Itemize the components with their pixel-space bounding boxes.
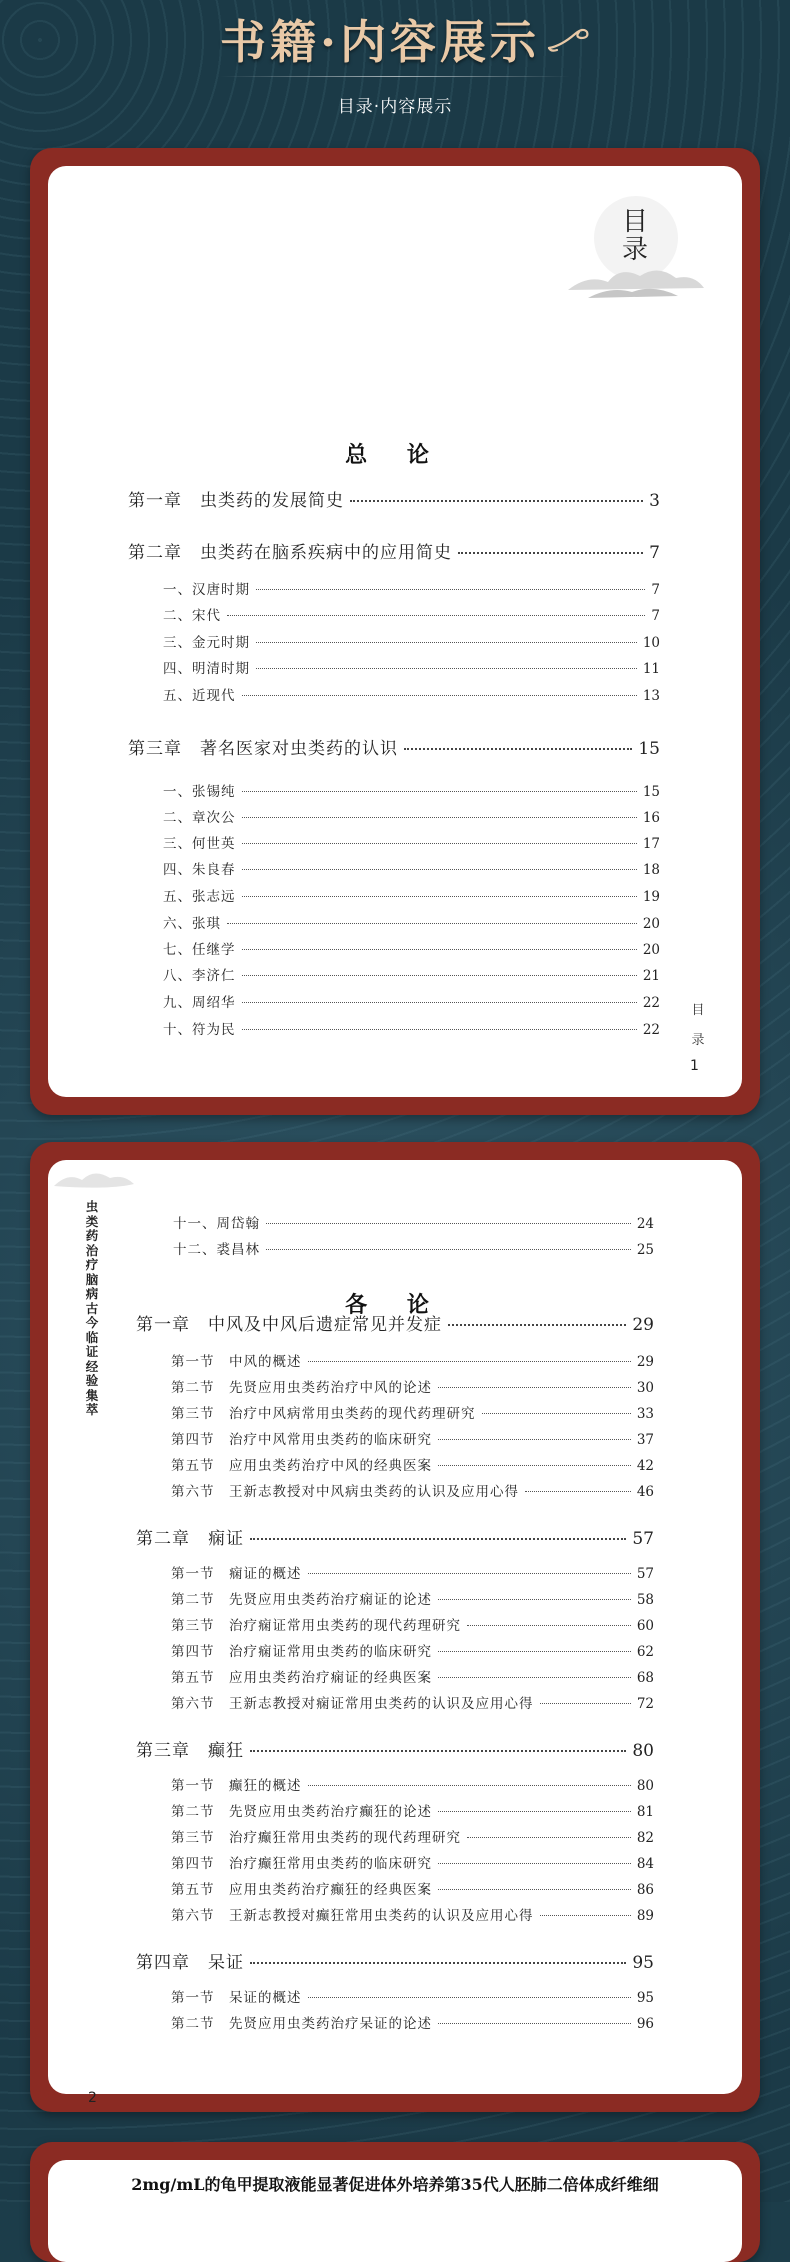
dot-leader [227,615,645,616]
toc-section-row [171,1878,654,1898]
toc-page-number: 17 [642,836,660,852]
toc-badge-label: 目录 [621,207,648,265]
dot-leader [242,791,637,792]
toc-section-row [171,1666,654,1686]
toc-entry-title: 七、任继学 [163,942,236,958]
toc-entry-title: 第三节 治疗癫狂常用虫类药的现代药理研究 [171,1830,461,1846]
toc-section-row [171,2012,654,2032]
dot-leader [256,668,637,669]
toc-entry-title: 第五节 应用虫类药治疗中风的经典医案 [171,1458,432,1474]
toc-section-row [163,578,660,598]
toc-section-row [171,1986,654,2006]
toc-section-row [171,1562,654,1582]
toc-entry-title: 第三节 治疗痫证常用虫类药的现代药理研究 [171,1618,461,1634]
toc-chapter-row [136,1524,654,1549]
dot-leader [540,1703,631,1704]
dot-leader [256,642,637,643]
toc-page-number: 33 [636,1406,654,1422]
dot-leader [448,1324,626,1326]
toc-page-number: 68 [636,1670,654,1686]
dot-leader [308,1785,631,1786]
book-page-3 [48,2160,742,2262]
toc-page-number: 20 [642,916,660,932]
book-page-1 [48,166,742,1097]
toc-section-row [163,684,660,704]
toc-page-number: 16 [642,810,660,826]
toc-entry-title: 三、金元时期 [163,635,250,651]
dot-leader [438,1465,631,1466]
toc-entry-title: 十、符为民 [163,1022,236,1038]
toc-section-row [171,1904,654,1924]
toc-entry-title: 五、近现代 [163,688,236,704]
toc-chapter-row [136,1948,654,1973]
toc-entry-title: 三、何世英 [163,836,236,852]
toc-page-number: 82 [636,1830,654,1846]
toc-chapter-row [136,1736,654,1761]
dot-leader [525,1491,631,1492]
page-title: 书籍·内容展示 [219,15,540,69]
toc-entry-title: 第六节 王新志教授对痫证常用虫类药的认识及应用心得 [171,1696,534,1712]
toc-entry-title: 第五节 应用虫类药治疗癫狂的经典医案 [171,1882,432,1898]
toc-entry-title: 第二节 先贤应用虫类药治疗中风的论述 [171,1380,432,1396]
toc-page-number: 80 [632,1741,654,1761]
toc-section-row [171,1640,654,1660]
toc-section-row [163,780,660,800]
toc-page-number: 15 [638,739,660,759]
toc-page-number: 37 [636,1432,654,1448]
toc-entry-title: 二、章次公 [163,810,236,826]
dot-leader [438,1651,631,1652]
page-number: 1 [690,1058,699,1074]
toc-entry-title: 第二节 先贤应用虫类药治疗痫证的论述 [171,1592,432,1608]
toc-section-row [171,1428,654,1448]
dot-leader [458,552,643,554]
toc-entry-title: 第四节 治疗癫狂常用虫类药的临床研究 [171,1856,432,1872]
toc-section-row [171,1480,654,1500]
toc-entry-title: 第一节 中风的概述 [171,1354,302,1370]
book-page-frame-2 [30,1142,760,2112]
toc-page-number: 7 [649,543,660,563]
dot-leader [242,1002,637,1003]
toc-entry-title: 第二章 虫类药在脑系疾病中的应用简史 [128,543,452,563]
toc-chapter-row [128,486,660,511]
scroll-ornament-icon [545,24,591,54]
toc-entry-title: 四、明清时期 [163,661,250,677]
toc-page-number: 84 [636,1856,654,1872]
toc-page-number: 18 [642,862,660,878]
toc-page-number: 42 [636,1458,654,1474]
book-title-vertical: 虫类药治疗脑病古今临证经验集萃 [85,1199,99,1417]
dot-leader [308,1361,631,1362]
toc-page-number: 89 [636,1908,654,1924]
toc-page-number: 86 [636,1882,654,1898]
header [0,0,790,140]
section-heading-specific: 各 论 [345,1292,445,1318]
toc-chapter-row [136,1310,654,1335]
toc-entry-title: 第三章 癫狂 [136,1741,244,1761]
toc-chapter-row [128,538,660,563]
section-heading-general: 总 论 [345,442,445,468]
toc-section-row [171,1774,654,1794]
toc-entry-title: 第二节 先贤应用虫类药治疗呆证的论述 [171,2016,432,2032]
toc-entry-title: 第四节 治疗痫证常用虫类药的临床研究 [171,1644,432,1660]
toc-entry-title: 第三节 治疗中风病常用虫类药的现代药理研究 [171,1406,476,1422]
book-page-2 [48,1160,742,2106]
toc-entry-title: 六、张琪 [163,916,221,932]
title-divider [220,76,570,77]
dot-leader [242,817,637,818]
toc-page-number: 3 [649,491,660,511]
toc-entry-title: 二、宋代 [163,608,221,624]
toc-page-number: 7 [651,608,660,624]
toc-page-number: 81 [636,1804,654,1820]
toc-page-number: 95 [632,1953,654,1973]
page-subtitle: 目录·内容展示 [337,97,453,117]
dot-leader [256,589,645,590]
toc-section-row [163,938,660,958]
toc-section-row [173,1212,654,1232]
toc-entry-title: 第五节 应用虫类药治疗痫证的经典医案 [171,1670,432,1686]
toc-page-number: 24 [636,1216,654,1232]
toc-entry-title: 一、张锡纯 [163,784,236,800]
toc-entry-title: 第一节 呆证的概述 [171,1990,302,2006]
toc-section-row [171,1350,654,1370]
dot-leader [227,923,637,924]
dot-leader [242,843,637,844]
toc-page-number: 20 [642,942,660,958]
toc-entry-title: 第一节 癫狂的概述 [171,1778,302,1794]
toc-section-row [171,1454,654,1474]
dot-leader [438,1811,631,1812]
dot-leader [540,1915,631,1916]
toc-section-row [163,806,660,826]
toc-page-number: 11 [642,661,660,677]
dot-leader [467,1837,631,1838]
toc-page-number: 10 [642,635,660,651]
side-mark: 目录 [691,1003,705,1048]
toc-page-number: 57 [632,1529,654,1549]
dot-leader [308,1573,631,1574]
body-text: 2mg/mL的龟甲提取液能显著促进体外培养第35代人胚肺二倍体成纤维细 [131,2175,659,2194]
dot-leader [438,1599,631,1600]
toc-page-number: 80 [636,1778,654,1794]
toc-page-number: 7 [651,582,660,598]
toc-section-row [171,1852,654,1872]
dot-leader [242,1029,637,1030]
toc-section-row [163,832,660,852]
toc-entry-title: 第六节 王新志教授对中风病虫类药的认识及应用心得 [171,1484,519,1500]
toc-entry-title: 十二、裘昌林 [173,1242,260,1258]
toc-section-row [163,1018,660,1038]
toc-page-number: 21 [642,968,660,984]
dot-leader [438,1439,631,1440]
toc-entry-title: 四、朱良春 [163,862,236,878]
dot-leader [482,1413,631,1414]
toc-page-number: 15 [642,784,660,800]
toc-section-row [163,631,660,651]
toc-section-row [163,991,660,1011]
toc-entry-title: 第二章 痫证 [136,1529,244,1549]
toc-page-number: 22 [642,995,660,1011]
toc-section-row [171,1376,654,1396]
page-number: 2 [88,2090,97,2106]
toc-page-number: 46 [636,1484,654,1500]
toc-section-row [173,1238,654,1258]
dot-leader [242,975,637,976]
toc-page-number: 95 [636,1990,654,2006]
dot-leader [438,1863,631,1864]
toc-page-number: 13 [642,688,660,704]
toc-section-row [171,1800,654,1820]
toc-section-row [163,858,660,878]
toc-entry-title: 第一章 虫类药的发展简史 [128,491,344,511]
toc-page-number: 22 [642,1022,660,1038]
dot-leader [242,695,637,696]
toc-entry-title: 第一章 中风及中风后遗症常见并发症 [136,1315,442,1335]
toc-page-number: 60 [636,1618,654,1634]
dot-leader [242,869,637,870]
toc-entry-title: 十一、周岱翰 [173,1216,260,1232]
toc-entry-title: 第一节 痫证的概述 [171,1566,302,1582]
toc-entry-title: 第二节 先贤应用虫类药治疗癫狂的论述 [171,1804,432,1820]
toc-section-row [163,964,660,984]
toc-entry-title: 第三章 著名医家对虫类药的认识 [128,739,398,759]
toc-entry-title: 第四章 呆证 [136,1953,244,1973]
toc-section-row [163,657,660,677]
dot-leader [266,1249,631,1250]
toc-page-number: 62 [636,1644,654,1660]
toc-section-row [163,604,660,624]
dot-leader [266,1223,631,1224]
dot-leader [404,748,632,750]
toc-entry-title: 八、李济仁 [163,968,236,984]
toc-section-row [171,1614,654,1634]
dot-leader [242,896,637,897]
dot-leader [350,500,643,502]
dot-leader [438,2023,631,2024]
toc-page-number: 96 [636,2016,654,2032]
dot-leader [438,1889,631,1890]
toc-entry-title: 一、汉唐时期 [163,582,250,598]
dot-leader [242,949,637,950]
toc-section-row [163,885,660,905]
toc-page-number: 25 [636,1242,654,1258]
dot-leader [250,1750,626,1752]
toc-chapter-row [128,734,660,759]
toc-page-number: 30 [636,1380,654,1396]
dot-leader [250,1962,626,1964]
toc-page-number: 57 [636,1566,654,1582]
dot-leader [438,1387,631,1388]
toc-section-row [163,912,660,932]
dot-leader [250,1538,626,1540]
book-page-frame-3 [30,2142,760,2262]
toc-section-row [171,1402,654,1422]
corner-cloud-icon [48,1160,138,1200]
toc-entry-title: 九、周绍华 [163,995,236,1011]
toc-page-number: 29 [636,1354,654,1370]
dot-leader [438,1677,631,1678]
toc-page-number: 72 [636,1696,654,1712]
dot-leader [308,1997,631,1998]
toc-entry-title: 五、张志远 [163,889,236,905]
dot-leader [467,1625,631,1626]
toc-page-number: 58 [636,1592,654,1608]
toc-entry-title: 第六节 王新志教授对癫狂常用虫类药的认识及应用心得 [171,1908,534,1924]
toc-section-row [171,1826,654,1846]
toc-page-number: 29 [632,1315,654,1335]
toc-page-number: 19 [642,889,660,905]
toc-section-row [171,1588,654,1608]
book-page-frame-1 [30,148,760,1115]
toc-entry-title: 第四节 治疗中风常用虫类药的临床研究 [171,1432,432,1448]
toc-section-row [171,1692,654,1712]
